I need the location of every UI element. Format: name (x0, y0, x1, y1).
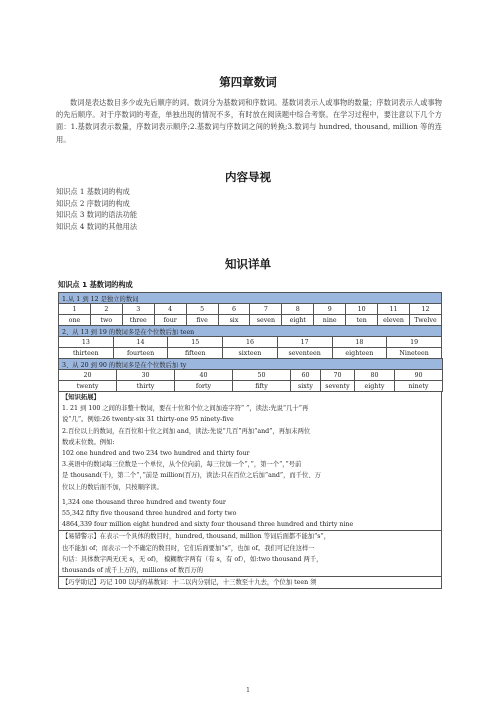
word-cell: six (218, 315, 250, 326)
number-cell: 17 (277, 337, 332, 348)
number-cell: 12 (409, 304, 441, 315)
cardinal-1-12-table (58, 292, 442, 326)
expand-line: 102 one hundred and two 234 two hundred and thirty four (62, 450, 250, 458)
number-cell: 40 (175, 370, 233, 381)
number-cell: 3 (122, 304, 154, 315)
word-cell: eighty (355, 381, 395, 392)
number-cell: 20 (59, 370, 117, 381)
number-cell: 15 (168, 337, 223, 348)
number-cell: 60 (291, 370, 321, 381)
number-cell: 13 (59, 337, 114, 348)
number-cell: 90 (395, 370, 443, 381)
expand-line: 是 thousand(千)，第二个“，”前是 million(百万)，读法:只在百位之后加“and”，而千位、万 (62, 472, 321, 480)
section-header: 2、从 13 到 19 的数词多是在个位数后加 teen (59, 326, 442, 337)
cardinal-13-19-table (58, 325, 442, 359)
warning-line: thousands of 成千上万的，millions of 数百万的 (62, 567, 204, 575)
chapter-title: 第四章数词 (219, 75, 277, 89)
number-cell: 11 (378, 304, 410, 315)
warning-line: 【易错警示】在表示一个具体的数目时，hundred, thousand, million 等词后面都不能加“s”， (62, 533, 331, 541)
word-cell: fourteen (113, 348, 168, 359)
warning-line: 也不能加 of；而表示一个不确定的数目时，它们后面要加“s”，也加 of。我们可记住这样一 (62, 544, 315, 552)
expand-line: 1,324 one thousand three hundred and twenty four (62, 498, 226, 506)
expand-line: 说“几”。例如:26 twenty-six 31 thirty-one 95 ninety-five (62, 416, 234, 424)
word-cell: three (122, 315, 154, 326)
word-cell: fifteen (168, 348, 223, 359)
notes-box (58, 391, 442, 589)
word-cell: one (59, 315, 91, 326)
section-header: 3、从 20 到 90 的数词多是在个位数后加 ty (59, 359, 443, 370)
expand-line: 1. 21 到 100 之间的非整十数词，要在十位和个位之间加连字符“ ”，读法:先说“几十”再 (62, 405, 309, 413)
guide-item: 知识点 1 基数词的构成 (56, 187, 130, 196)
detail-title: 知识详单 (225, 257, 271, 271)
word-cell: twenty (59, 381, 117, 392)
number-cell: 70 (321, 370, 355, 381)
number-cell: 1 (59, 304, 91, 315)
number-row (59, 370, 443, 381)
number-cell: 9 (314, 304, 346, 315)
word-cell: four (154, 315, 186, 326)
guide-title: 内容导视 (225, 170, 271, 184)
word-cell: sixty (291, 381, 321, 392)
word-cell: eighteen (332, 348, 387, 359)
number-cell: 14 (113, 337, 168, 348)
word-cell: thirty (117, 381, 175, 392)
word-cell: five (186, 315, 218, 326)
word-cell: seventy (321, 381, 355, 392)
section-header: 1.从 1 到 12 是独立的数词 (59, 293, 442, 304)
expand-line: 2.百位以上的数词，在百位和十位之间加 and，读法:先说“几百”再加“and”，再加末两位 (62, 427, 311, 435)
number-cell: 4 (154, 304, 186, 315)
expand-line: 4864,339 four million eight hundred and sixty four thousand three hundred and thirty nine (62, 521, 354, 529)
word-cell: seven (250, 315, 282, 326)
number-cell: 30 (117, 370, 175, 381)
expand-title: 【知识拓展】 (62, 394, 100, 401)
word-cell: Twelve (409, 315, 441, 326)
number-row (59, 304, 442, 315)
warning-line: 句话：具体数字两无(无 s，无 of)， 模糊数字两有（有 s，有 of），如:two thousand 两千， (62, 555, 323, 563)
word-cell: sixteen (223, 348, 278, 359)
word-cell: eight (282, 315, 314, 326)
guide-list (56, 186, 137, 232)
number-cell: 6 (218, 304, 250, 315)
word-cell: thirteen (59, 348, 114, 359)
word-row (59, 381, 443, 392)
number-cell: 18 (332, 337, 387, 348)
word-cell: fifty (233, 381, 291, 392)
word-cell: two (90, 315, 122, 326)
number-cell: 10 (346, 304, 378, 315)
expand-line: 位以上的数后面不加，只按顺序读。 (62, 483, 163, 491)
number-cell: 50 (233, 370, 291, 381)
number-row (59, 337, 442, 348)
number-cell: 7 (250, 304, 282, 315)
knowledge-point-title: 知识点 1 基数词的构成 (58, 280, 133, 289)
guide-item: 知识点 2 序数词的构成 (56, 198, 130, 208)
warning-section (59, 530, 441, 576)
number-cell: 5 (186, 304, 218, 315)
number-cell: 2 (90, 304, 122, 315)
cardinal-20-90-table (58, 358, 443, 392)
number-cell: 16 (223, 337, 278, 348)
guide-item: 知识点 3 数词的语法功能 (56, 210, 138, 220)
word-row (59, 348, 442, 359)
expand-line: 数或末位数。例如: (62, 438, 115, 446)
word-cell: ten (346, 315, 378, 326)
word-row (59, 315, 442, 326)
word-cell: Nineteen (387, 348, 442, 359)
memo-line: 【巧学助记】巧记 100 以内的基数词：十二以内分别记，十三数至十九去，个位加 teen 须 (62, 579, 317, 587)
guide-item: 知识点 4 数词的其他用法 (56, 221, 138, 231)
word-cell: ninety (395, 381, 443, 392)
word-cell: nine (314, 315, 346, 326)
number-cell: 19 (387, 337, 442, 348)
intro-paragraph: 数词是表达数目多少或先后顺序的词。数词分为基数词和序数词。基数词表示人或事物的数量；序数词表示人或事物的先后顺序。对于序数词的考查，单独出现的情况不多，有时放在阅读题中综合考察。在学习过程中，要注意以下几个方面：1.基数词表示数量，序数词表示顺序;2.基数词与序数词之间的转换;3.数词与 hundred, thousand, million 等的连用。 (56, 98, 442, 144)
expand-line: 55,342 fifty five thousand three hundred and forty two (62, 510, 237, 518)
number-cell: 8 (282, 304, 314, 315)
page-number: 1 (246, 687, 250, 694)
word-cell: seventeen (277, 348, 332, 359)
word-cell: forty (175, 381, 233, 392)
memo-section (59, 576, 441, 588)
number-cell: 80 (355, 370, 395, 381)
word-cell: eleven (378, 315, 410, 326)
expand-line: 3.英语中的数词每三位数是一个单位，从个位向前，每三位加一个“，”，第一个“，”号前 (62, 461, 302, 469)
